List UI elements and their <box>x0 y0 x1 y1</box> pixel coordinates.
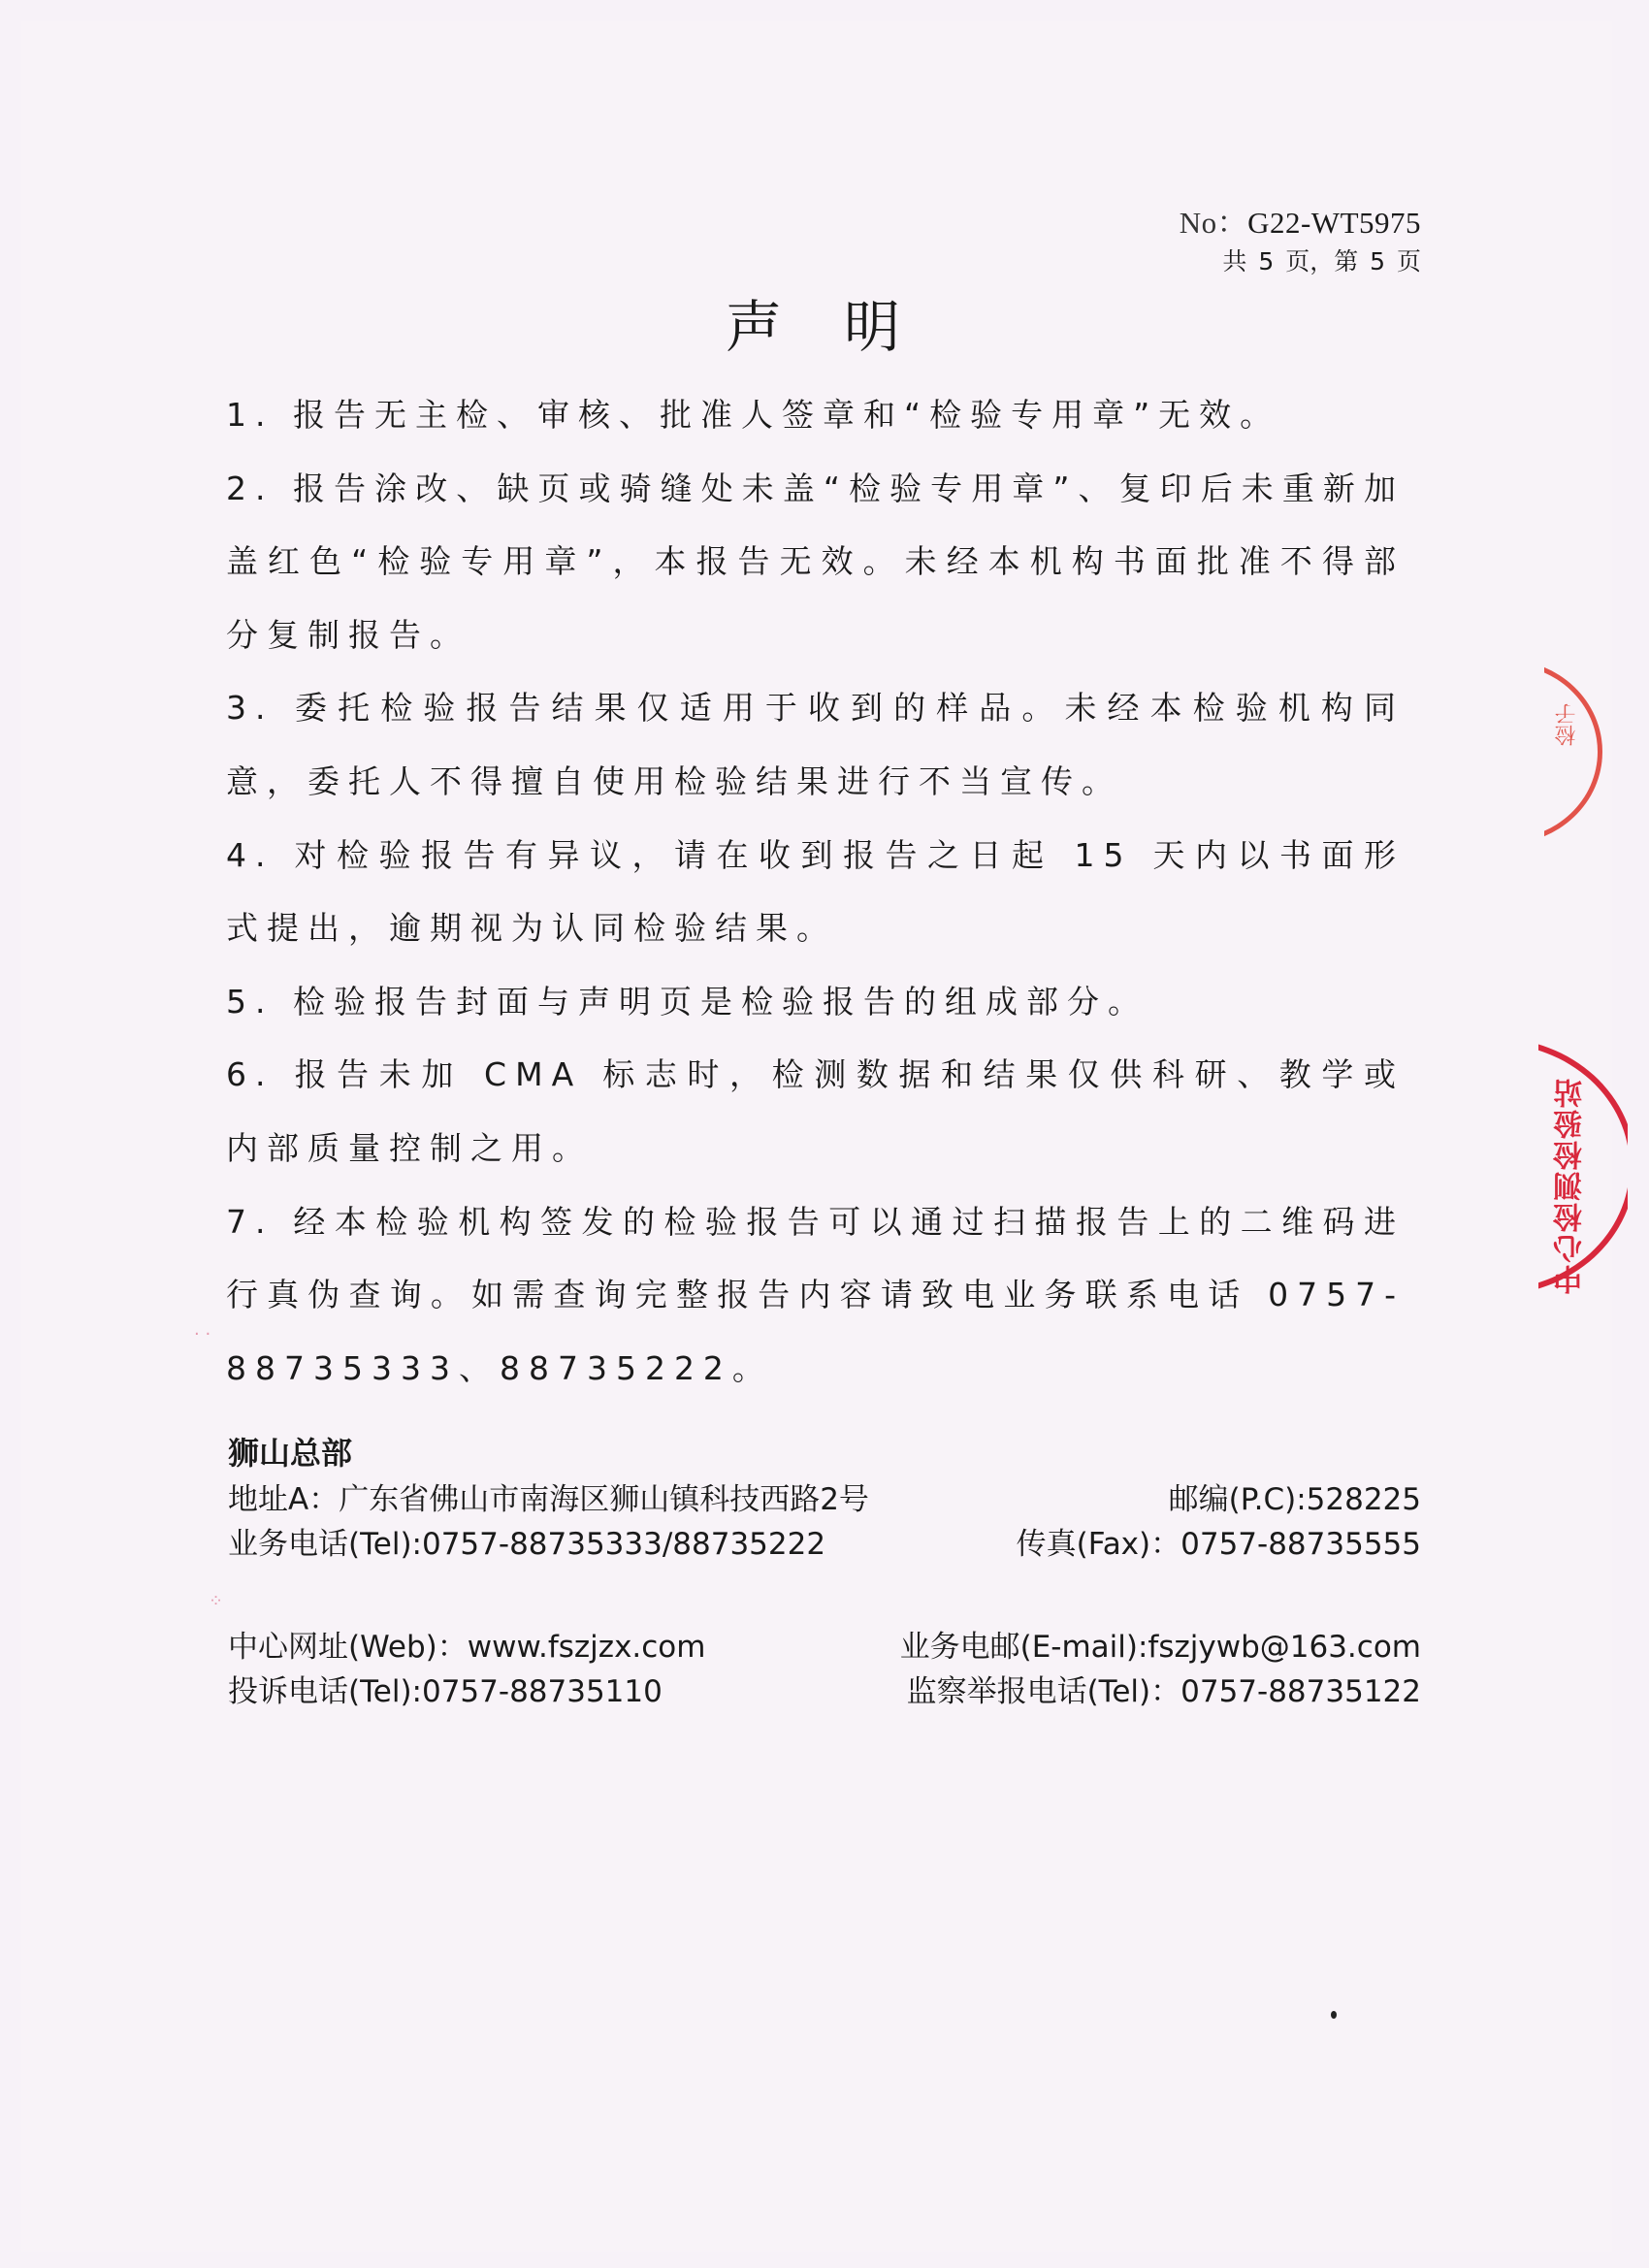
clause-2: 2. 报告涂改、缺页或骑缝处未盖“检验专用章”、复印后未重新加盖红色“检验专用章”，本报告无效。未经本机构书面批准不得部分复制报告。 <box>226 469 1405 654</box>
phone-row <box>228 1522 1421 1567</box>
email-link[interactable]: 业务电邮(E-mail):fszjywb@163.com <box>899 1630 1421 1665</box>
report-number <box>1180 198 1421 242</box>
headquarters-contact <box>228 1431 1421 1714</box>
inspection-seal-text: 中心检测检验站 <box>1554 1077 1588 1294</box>
address-row <box>228 1477 1421 1522</box>
clause-7: 7. 经本检验机构签发的检验报告可以通过扫描报告上的二维码进行真伪查询。如需查询完整报告内容请致电业务联系电话 0757-88735333、88735222。 <box>226 1202 1405 1387</box>
website-link[interactable]: 中心网址(Web)：www.fszjzx.com <box>228 1630 706 1665</box>
scan-mark: ⁘ <box>209 1591 224 1611</box>
partial-seal-text: 检子 <box>1555 703 1579 746</box>
complaint-tel: 投诉电话(Tel):0757-88735110 <box>228 1674 663 1709</box>
report-number-label: No： <box>1179 206 1248 240</box>
clause-4: 4. 对检验报告有异议，请在收到报告之日起 15 天内以书面形式提出，逾期视为认同检验结果。 <box>226 835 1405 948</box>
declaration-clauses <box>226 378 1405 1405</box>
partial-seal-stamp-icon <box>1544 660 1612 849</box>
clause-5: 5. 检验报告封面与声明页是检验报告的组成部分。 <box>226 982 1148 1021</box>
clause-6: 6. 报告未加 CMA 标志时，检测数据和结果仅供科研、教学或内部质量控制之用。 <box>226 1055 1405 1167</box>
address: 地址A：广东省佛山市南海区狮山镇科技西路2号 <box>228 1482 869 1517</box>
business-tel: 业务电话(Tel):0757-88735333/88735222 <box>228 1527 826 1562</box>
page-indicator: 共 5 页，第 5 页 <box>1222 247 1421 275</box>
scan-speck <box>1331 2011 1337 2019</box>
supervision-tel: 监察举报电话(Tel)：0757-88735122 <box>906 1674 1421 1709</box>
clause-1: 1. 报告无主检、审核、批准人签章和“检验专用章”无效。 <box>226 396 1281 434</box>
headquarters-title: 狮山总部 <box>228 1435 353 1472</box>
fax: 传真(Fax)：0757-88735555 <box>1016 1527 1421 1562</box>
postcode: 邮编(P.C):528225 <box>1168 1482 1421 1517</box>
clause-3: 3. 委托检验报告结果仅适用于收到的样品。未经本检验机构同意，委托人不得擅自使用检验结果进行不当宣传。 <box>226 689 1405 800</box>
report-number-value: G22-WT5975 <box>1247 206 1421 240</box>
inspection-seal-stamp-icon <box>1538 1038 1628 1300</box>
scan-mark: · · <box>194 1324 211 1345</box>
complaint-row <box>228 1669 1421 1714</box>
web-row <box>228 1625 1421 1669</box>
page-title: 声明 <box>725 294 962 360</box>
